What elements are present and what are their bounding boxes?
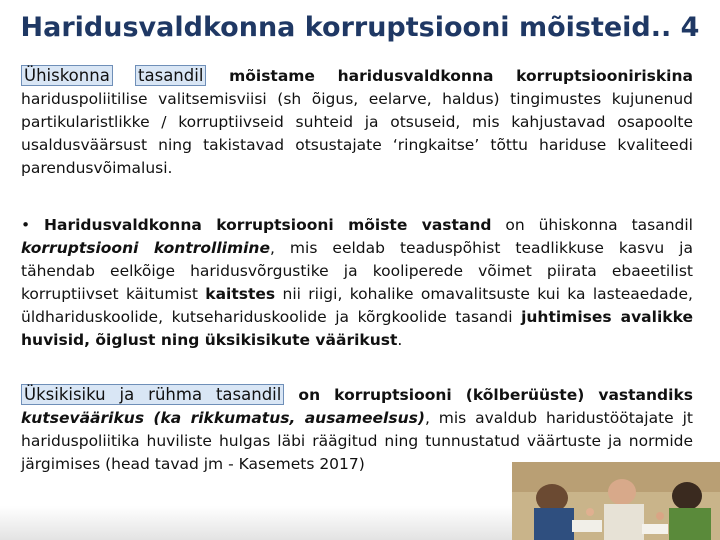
footer-band: [0, 506, 512, 540]
p2-period: .: [397, 331, 403, 349]
highlight-level: tasandil: [135, 65, 206, 86]
p2-text-1: on ühiskonna tasandil: [491, 216, 693, 234]
p2-governance: juhtimises avalikke huvisid, õiglust ning üksikisikute väärikust: [21, 308, 693, 349]
p2-term: Haridusvaldkonna korruptsiooni mõiste vastand: [44, 216, 492, 234]
highlight-individual-group: Üksikisiku ja rühma tasandil: [21, 384, 284, 405]
p2-text-3: nii riigi, kohalike omavalitsuste kui ka lasteaedade, üldhariduskoolide, kutsehariduskoolide ja kõrgkoolide tasandi: [21, 285, 693, 326]
p2-protecting: kaitstes: [205, 285, 276, 303]
p1-lead: mõistame haridusvaldkonna korruptsiooniriskina: [206, 67, 693, 85]
p3-rest: , mis avaldub haridustöötajate jt hariduspoliitika huviliste hulgas läbi räägitud ning tunnustatud väärtuste ja normide järgimises (head tavad jm - Kasemets 2017): [21, 409, 693, 473]
slide-title: Haridusvaldkonna korruptsiooni mõisteid.. 4: [20, 12, 700, 43]
highlight-society: Ühiskonna: [21, 65, 113, 86]
paragraph-society-level: [21, 64, 693, 180]
p2-control: korruptsiooni kontrollimine: [21, 239, 270, 257]
p1-rest: hariduspoliitilise valitsemisviisi (sh õigus, eelarve, haldus) tingimustes kujunenud partikularistlikke / korruptiivseid suhteid ja otsuseid, mis kahjustavad osapoolte usaldusväärsust ning takistavad otsustajate ‘ringkaitse’ tõttu hariduse kvaliteedi parendusvõimalusi.: [21, 90, 693, 177]
p3-lead: on korruptsiooni (kõlberüüste) vastandiks: [284, 386, 693, 404]
p3-integrity: kutseväärikus (ka rikkumatus, ausameelsus): [21, 409, 425, 427]
p2-text-2: , mis eeldab teaduspõhist teadlikkuse kasvu ja tähendab eelkõige haridusvõrgustike ja kooliperede võimet piirata ebaeetilist korruptiivset käitumist: [21, 239, 693, 303]
meeting-photo-image: [512, 462, 720, 540]
paragraph-antonym: [21, 214, 693, 352]
bullet: •: [21, 216, 31, 234]
